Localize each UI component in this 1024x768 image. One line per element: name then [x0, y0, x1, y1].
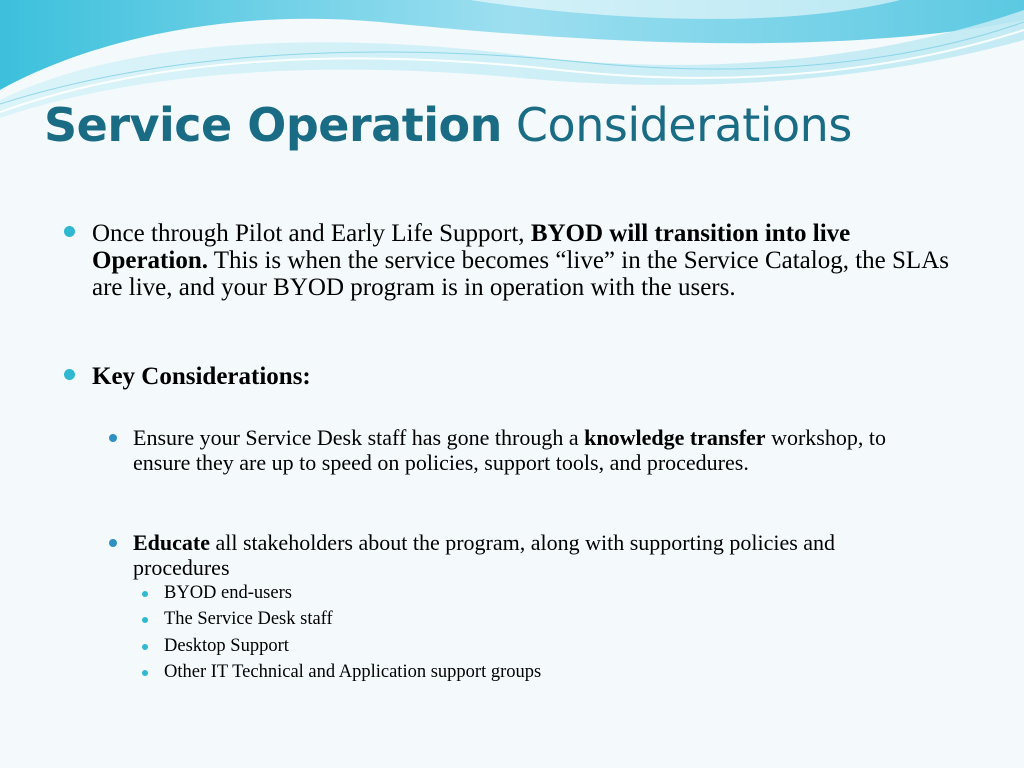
- bullet-segment: workshop, to ensure they are up to speed on policies, support tools, and procedures.: [133, 425, 886, 475]
- sub-bullet-other-it-groups: [164, 659, 864, 686]
- bullet-segment-bold: knowledge transfer: [584, 425, 766, 450]
- bullet-dot-icon: [142, 670, 148, 676]
- sub-bullet-byod-end-users: [164, 580, 864, 607]
- title-bold-part: Service Operation: [44, 98, 502, 152]
- bullet-heading: Key Considerations:: [92, 363, 311, 390]
- bullet-dot-icon: [142, 644, 148, 650]
- sub-bullet-text: Other IT Technical and Application support groups: [164, 662, 542, 682]
- sub-bullet-text: Desktop Support: [164, 636, 289, 656]
- bullet-dot-icon: [142, 617, 148, 623]
- bullet-dot-icon: [142, 591, 148, 597]
- title-regular-part: Considerations: [501, 98, 852, 152]
- sub-bullet-service-desk-staff: [164, 606, 864, 633]
- bullet-dot-icon: [64, 226, 75, 237]
- bullet-segment-bold: Educate: [133, 530, 210, 555]
- sub-bullet-text: The Service Desk staff: [164, 609, 333, 629]
- bullet-dot-icon: [109, 539, 117, 547]
- bullet-transition: [92, 220, 972, 301]
- bullet-knowledge-transfer: [133, 426, 933, 475]
- sub-bullet-desktop-support: [164, 633, 864, 660]
- bullet-educate: [133, 531, 933, 580]
- bullet-key-considerations: [92, 363, 972, 390]
- bullet-segment: Ensure your Service Desk staff has gone through a: [133, 425, 585, 450]
- bullet-segment: all stakeholders about the program, along with supporting policies and procedures: [133, 530, 836, 580]
- bullet-segment: This is when the service becomes “live” in the Service Catalog, the SLAs are live, and your BYOD program is in operation with the users.: [92, 247, 949, 301]
- sub-bullet-text: BYOD end-users: [164, 583, 292, 603]
- bullet-dot-icon: [109, 434, 117, 442]
- bullet-segment-bold: BYOD will transition into live Operation.: [92, 220, 851, 274]
- bullet-segment: Once through Pilot and Early Life Support,: [92, 220, 531, 247]
- bullet-dot-icon: [64, 369, 75, 380]
- slide-title: [44, 98, 852, 152]
